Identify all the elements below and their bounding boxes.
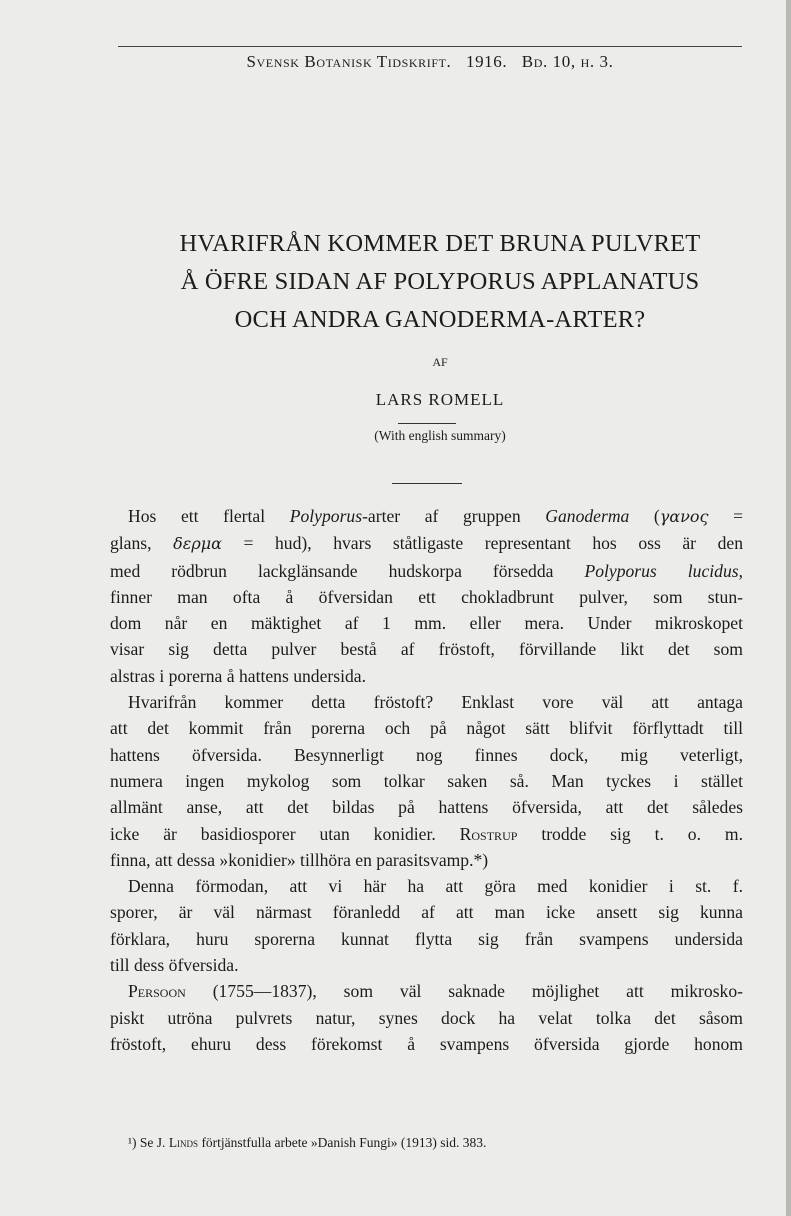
text-line: Denna förmodan, att vi här ha att göra med konidier i st. f. — [128, 876, 743, 897]
article-title — [150, 225, 730, 339]
footnote: ¹) Se J. Linds förtjänstfulla arbete »Danish Fungi» (1913) sid. 383. — [128, 1135, 487, 1150]
text-line: piskt utröna pulvrets natur, synes dock ha velat tolka det såsom — [110, 1007, 743, 1028]
text-line: med rödbrun lackglänsande hudskorpa försedda Polyporus lucidus, — [110, 560, 743, 581]
header-rule — [118, 46, 742, 47]
journal-name: Svensk Botanisk Tidskrift. — [246, 52, 452, 71]
title-line: OCH ANDRA GANODERMA-ARTER? — [234, 306, 646, 333]
text-line: visar sig detta pulver bestå af fröstoft, förvillande likt det som — [110, 639, 743, 660]
text-line: fröstoft, ehuru dess förekomst å svampens öfversida gjorde honom — [110, 1033, 743, 1054]
page-edge — [786, 0, 791, 1216]
byline-af: AF — [432, 355, 448, 369]
separator-rule — [392, 483, 462, 484]
text-line: dom når en mäktighet af 1 mm. eller mera. Under mikroskopet — [110, 613, 743, 634]
article-body — [110, 503, 743, 1057]
title-line: Å ÖFRE SIDAN AF POLYPORUS APPLANATUS — [180, 268, 700, 295]
text-line: finna, att dessa »konidier» tillhöra en parasitsvamp.*) — [110, 849, 489, 870]
text-line: att det kommit från porerna och på något sätt blifvit förflyttadt till — [110, 718, 743, 739]
running-header — [118, 52, 742, 72]
paragraph — [110, 503, 743, 689]
paragraph — [110, 873, 743, 978]
text-line: till dess öfversida. — [110, 955, 239, 976]
text-line: Persoon (1755—1837), som väl saknade möjlighet att mikrosko- — [128, 981, 743, 1002]
paragraph — [110, 689, 743, 873]
text-line: icke är basidiosporer utan konidier. Rostrup trodde sig t. o. m. — [110, 823, 743, 844]
journal-volume: Bd. 10, h. 3. — [521, 52, 614, 71]
text-line: Hvarifrån kommer detta fröstoft? Enklast vore väl att antaga — [128, 692, 743, 713]
text-line: finner man ofta å öfversidan ett chokladbrunt pulver, som stun- — [110, 586, 743, 607]
text-line: Hos ett flertal Polyporus-arter af gruppen Ganoderma (γανος = — [128, 506, 744, 526]
text-line: förklara, huru sporerna kunnat flytta sig från svampens undersida — [110, 928, 743, 949]
text-line: numera ingen mykolog som tolkar saken så. Man tyckes i stället — [110, 770, 743, 791]
text-line: glans, δερμα = hud), hvars ståtligaste representant hos oss är den — [110, 533, 744, 554]
paragraph — [110, 978, 743, 1057]
text-line: hattens öfversida. Besynnerligt nog finnes dock, mig veterligt, — [110, 744, 743, 765]
text-line: alstras i porerna å hattens undersida. — [110, 665, 366, 686]
summary-note: (With english summary) — [374, 428, 506, 443]
text-line: sporer, är väl närmast föranledd af att man icke ansett sig kunna — [110, 902, 743, 923]
author-name: LARS ROMELL — [375, 390, 505, 409]
text-line: allmänt anse, att det bildas på hattens öfversida, att det således — [110, 797, 743, 818]
journal-year: 1916. — [465, 52, 508, 71]
separator-rule — [398, 423, 456, 424]
title-line: HVARIFRÅN KOMMER DET BRUNA PULVRET — [179, 230, 701, 257]
